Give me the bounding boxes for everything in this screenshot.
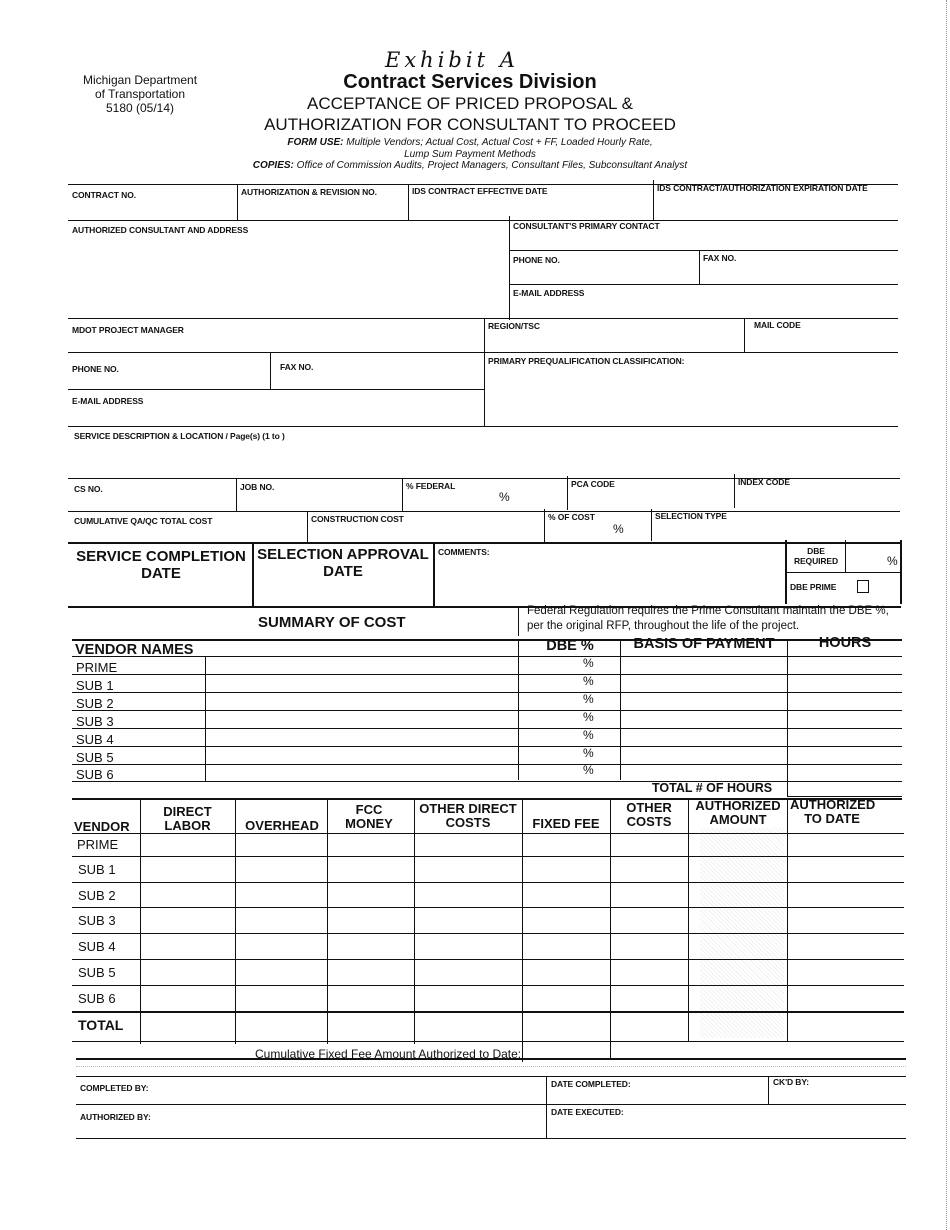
- other-direct-costs-col-header: OTHER DIRECT COSTS: [419, 801, 517, 830]
- rule: [72, 985, 904, 986]
- mdot-pm-field[interactable]: MDOT PROJECT MANAGER: [72, 325, 184, 335]
- dbe-required-pct[interactable]: %: [887, 554, 898, 568]
- auth-revision-field[interactable]: AUTHORIZATION & REVISION NO.: [241, 187, 377, 197]
- hours-header: HOURS: [818, 635, 872, 651]
- consultant-email-field[interactable]: E-MAIL ADDRESS: [513, 288, 585, 298]
- federal-regulation-note-2: per the original RFP, throughout the life of the project.: [527, 620, 800, 632]
- summary-row-sub2: SUB 2: [76, 696, 114, 711]
- summary-row-sub5: SUB 5: [76, 750, 114, 765]
- pct-of-cost-sign: %: [613, 522, 624, 536]
- job-no-field[interactable]: JOB NO.: [240, 482, 275, 492]
- agency-block: [70, 73, 210, 115]
- rule: [653, 180, 654, 220]
- dbe-required-label: DBE REQUIRED: [793, 546, 839, 566]
- contract-no-field[interactable]: CONTRACT NO.: [72, 190, 136, 200]
- rule: [237, 184, 238, 220]
- form-number: 5180 (05/14): [105, 101, 175, 115]
- other-costs-col-header: OTHER COSTS: [626, 800, 672, 829]
- summary-row-sub1: SUB 1: [76, 678, 114, 693]
- rule: [72, 674, 902, 675]
- service-completion-date[interactable]: SERVICE COMPLETION DATE: [76, 548, 246, 582]
- rule: [270, 352, 271, 389]
- rule: [72, 907, 904, 908]
- pm-phone-field[interactable]: PHONE NO.: [72, 364, 119, 374]
- speckle-band: [76, 1066, 906, 1067]
- selection-type-field[interactable]: SELECTION TYPE: [655, 511, 727, 521]
- fixed-fee-col-header: FIXED FEE: [532, 816, 600, 831]
- dbe-pct-cell[interactable]: %: [583, 674, 594, 688]
- rule: [546, 1076, 547, 1138]
- pct-of-cost-field[interactable]: % OF COST: [548, 512, 595, 522]
- cost-row-sub3: SUB 3: [78, 913, 116, 928]
- cost-row-sub6: SUB 6: [78, 991, 116, 1006]
- rule: [402, 478, 403, 512]
- pct-federal-sign: %: [499, 490, 510, 504]
- rule: [68, 220, 898, 221]
- rule: [414, 800, 415, 1044]
- region-tsc-field[interactable]: REGION/TSC: [488, 321, 540, 331]
- rule: [235, 800, 236, 1044]
- date-completed-field[interactable]: DATE COMPLETED:: [551, 1079, 631, 1089]
- rule: [72, 781, 902, 782]
- overhead-col-header: OVERHEAD: [245, 818, 319, 833]
- rule: [72, 959, 904, 960]
- rule: [699, 250, 700, 284]
- rule: [688, 798, 689, 1042]
- cumulative-qaqc-field[interactable]: CUMULATIVE QA/QC TOTAL COST: [74, 516, 213, 526]
- rule: [768, 1076, 769, 1104]
- prequal-field[interactable]: PRIMARY PREQUALIFICATION CLASSIFICATION:: [488, 356, 685, 366]
- rule: [509, 284, 898, 285]
- rule: [651, 509, 652, 541]
- fcc-money-col-header: FCC MONEY: [345, 802, 393, 831]
- rule: [68, 389, 484, 390]
- rule: [845, 540, 846, 573]
- dbe-prime-label: DBE PRIME: [790, 582, 837, 592]
- agency-name: Michigan Department: [82, 73, 198, 87]
- rule: [72, 933, 904, 934]
- pm-fax-field[interactable]: FAX NO.: [280, 362, 314, 372]
- handwritten-exhibit: Exhibit A: [385, 48, 519, 72]
- dbe-pct-cell[interactable]: %: [583, 710, 594, 724]
- rule: [327, 800, 328, 1044]
- ckd-by-field[interactable]: CK'D BY:: [773, 1077, 810, 1087]
- rule: [68, 511, 900, 512]
- rule: [509, 216, 510, 320]
- service-description-field[interactable]: SERVICE DESCRIPTION & LOCATION / Page(s) (1 to ): [74, 431, 285, 441]
- cumulative-fixed-fee-label: Cumulative Fixed Fee Amount Authorized to Date:: [255, 1047, 522, 1061]
- summary-row-sub6: SUB 6: [76, 767, 114, 782]
- ids-expiration-date-field[interactable]: IDS CONTRACT/AUTHORIZATION EXPIRATION DATE: [657, 183, 868, 193]
- form-use-label: FORM USE:: [287, 137, 344, 148]
- rule: [140, 800, 141, 1044]
- summary-title: SUMMARY OF COST: [258, 614, 406, 631]
- form-title-line2: AUTHORIZATION FOR CONSULTANT TO PROCEED: [264, 115, 676, 134]
- rule: [72, 710, 902, 711]
- cost-row-sub5: SUB 5: [78, 965, 116, 980]
- cost-row-sub4: SUB 4: [78, 939, 116, 954]
- authorized-amount-col-header: AUTHORIZED AMOUNT: [695, 798, 781, 827]
- rule: [610, 798, 611, 1060]
- rule: [900, 540, 902, 604]
- rule: [68, 352, 898, 353]
- federal-regulation-note: Federal Regulation requires the Prime Consultant maintain the DBE %,: [527, 605, 889, 617]
- dbe-prime-checkbox[interactable]: [857, 580, 869, 593]
- rule: [72, 856, 904, 857]
- rule: [68, 542, 901, 544]
- rule: [76, 1138, 906, 1139]
- form-title-line1: ACCEPTANCE OF PRICED PROPOSAL &: [307, 94, 633, 113]
- construction-cost-field[interactable]: CONSTRUCTION COST: [311, 514, 404, 524]
- pca-code-field[interactable]: PCA CODE: [571, 479, 615, 489]
- authorized-consultant-field[interactable]: AUTHORIZED CONSULTANT AND ADDRESS: [72, 225, 249, 235]
- completed-by-field[interactable]: COMPLETED BY:: [80, 1083, 149, 1093]
- rule: [522, 800, 523, 1062]
- rule: [76, 1104, 906, 1105]
- authorized-to-date-col-header: AUTHORIZED TO DATE: [790, 797, 876, 826]
- dbe-pct-header: DBE %: [546, 638, 594, 654]
- cost-row-prime: PRIME: [77, 837, 119, 852]
- vendor-col-header: VENDOR: [74, 819, 130, 834]
- consultant-phone-field[interactable]: PHONE NO.: [513, 255, 560, 265]
- mail-code-field[interactable]: MAIL CODE: [754, 320, 801, 330]
- dbe-pct-cell[interactable]: %: [583, 656, 594, 670]
- rule: [787, 639, 788, 796]
- rule: [76, 1058, 906, 1060]
- summary-row-prime: PRIME: [76, 660, 118, 675]
- cost-row-total: TOTAL: [78, 1017, 124, 1033]
- direct-labor-col-header: DIRECT LABOR: [163, 804, 212, 833]
- rule: [72, 764, 902, 765]
- rule: [567, 476, 568, 510]
- dbe-pct-cell[interactable]: %: [583, 728, 594, 742]
- copies-text: Office of Commission Audits, Project Managers, Consultant Files, Subconsultant Analyst: [296, 160, 688, 171]
- rule: [787, 798, 788, 1042]
- summary-row-sub4: SUB 4: [76, 732, 114, 747]
- rule: [734, 474, 735, 508]
- rule: [72, 656, 902, 657]
- consultant-fax-field[interactable]: FAX NO.: [703, 253, 737, 263]
- rule: [72, 833, 904, 834]
- summary-row-sub3: SUB 3: [76, 714, 114, 729]
- form-use-text: Multiple Vendors; Actual Cost, Actual Cost + FF, Loaded Hourly Rate,: [346, 137, 653, 148]
- dbe-pct-cell[interactable]: %: [583, 692, 594, 706]
- rule: [68, 426, 898, 427]
- basis-of-payment-header: BASIS OF PAYMENT: [633, 636, 775, 652]
- selection-approval-date[interactable]: SELECTION APPROVAL DATE: [257, 546, 429, 580]
- pm-email-field[interactable]: E-MAIL ADDRESS: [72, 396, 144, 406]
- rule: [509, 250, 898, 251]
- dbe-pct-cell[interactable]: %: [583, 746, 594, 760]
- form-use-line2: Lump Sum Payment Methods: [404, 149, 536, 160]
- date-executed-field[interactable]: DATE EXECUTED:: [551, 1107, 624, 1117]
- copies-label: COPIES:: [252, 160, 294, 171]
- rule: [518, 608, 519, 636]
- pct-federal-field[interactable]: % FEDERAL: [406, 481, 456, 491]
- rule: [252, 542, 254, 606]
- rule: [72, 882, 904, 883]
- agency-name-2: of Transportation: [94, 87, 186, 101]
- rule: [72, 1011, 904, 1013]
- authorized-by-field[interactable]: AUTHORIZED BY:: [80, 1112, 151, 1122]
- rule: [785, 572, 901, 573]
- division-title: Contract Services Division: [343, 71, 597, 93]
- vendor-names-header: VENDOR NAMES: [75, 642, 194, 658]
- rule: [72, 728, 902, 729]
- cost-row-sub1: SUB 1: [78, 862, 116, 877]
- primary-contact-field[interactable]: CONSULTANT'S PRIMARY CONTACT: [513, 221, 660, 231]
- rule: [544, 509, 545, 543]
- ids-effective-date-field[interactable]: IDS CONTRACT EFFECTIVE DATE: [412, 186, 548, 196]
- rule: [72, 692, 902, 693]
- rule: [72, 746, 902, 747]
- cs-no-field[interactable]: CS NO.: [74, 484, 103, 494]
- rule: [307, 511, 308, 543]
- rule: [408, 184, 409, 220]
- total-hours-label: TOTAL # OF HOURS: [652, 781, 773, 795]
- rule: [744, 318, 745, 352]
- rule: [484, 318, 485, 426]
- rule: [433, 542, 435, 606]
- comments-field[interactable]: COMMENTS:: [438, 547, 490, 557]
- index-code-field[interactable]: INDEX CODE: [738, 477, 790, 487]
- copies-line: [240, 160, 700, 171]
- form-use-line: [240, 137, 700, 148]
- rule: [68, 318, 898, 319]
- dbe-pct-cell[interactable]: %: [583, 763, 594, 777]
- rule: [72, 1041, 904, 1042]
- scan-edge: [946, 0, 947, 1230]
- cost-row-sub2: SUB 2: [78, 888, 116, 903]
- rule: [236, 478, 237, 512]
